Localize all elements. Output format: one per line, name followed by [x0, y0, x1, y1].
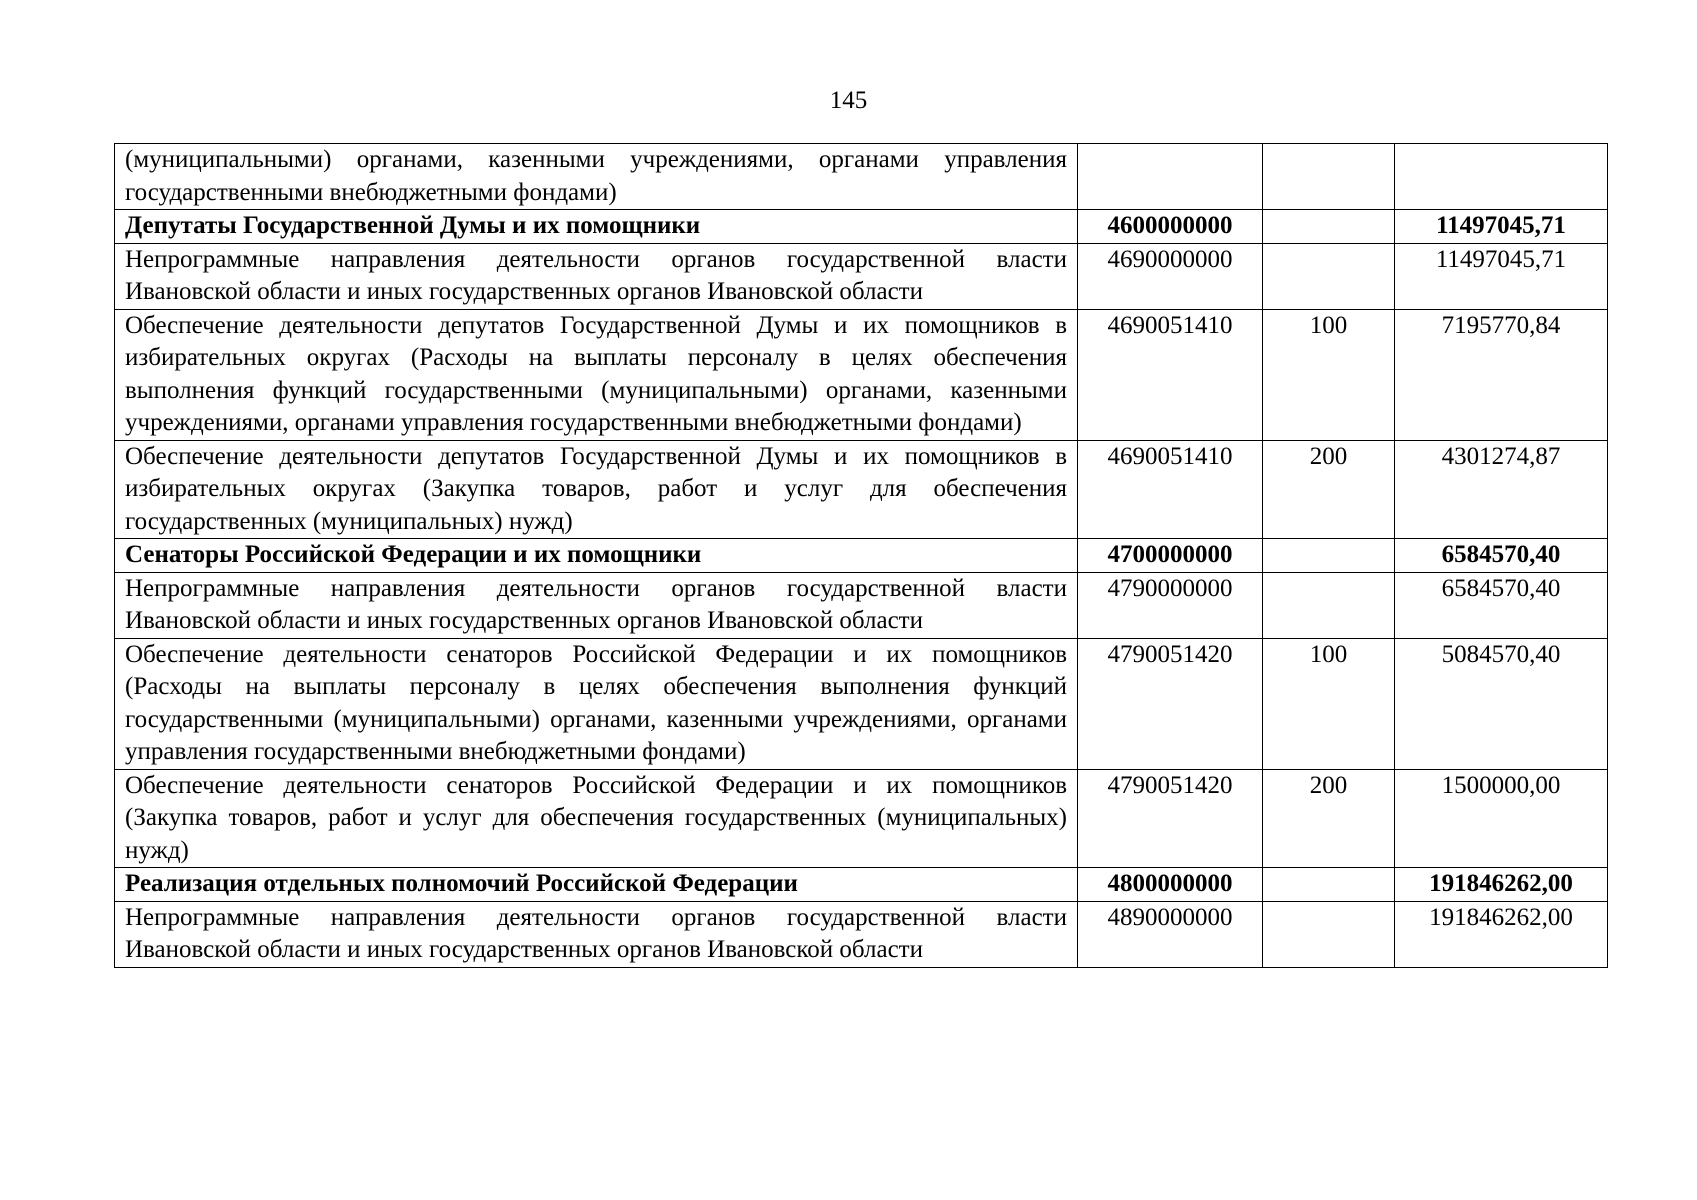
row-code-cell: 4890000000 [1078, 901, 1263, 967]
section-row [115, 539, 1608, 573]
table-row [115, 572, 1608, 638]
table-row [115, 901, 1608, 967]
row-code-cell: 4690051410 [1078, 440, 1263, 539]
row-expense-type-cell: 200 [1263, 440, 1395, 539]
row-expense-type-cell [1263, 539, 1395, 573]
row-code-cell: 4790000000 [1078, 572, 1263, 638]
row-name-cell: Сенаторы Российской Федерации и их помощники [115, 539, 1078, 573]
row-expense-type-cell [1263, 210, 1395, 244]
row-code-cell: 4600000000 [1078, 210, 1263, 244]
table-row [115, 144, 1608, 210]
table-row [115, 440, 1608, 539]
row-expense-type-cell [1263, 144, 1395, 210]
table-row [115, 243, 1608, 309]
row-amount-cell: 4301274,87 [1395, 440, 1608, 539]
row-name-cell: Непрограммные направления деятельности органов государственной власти Ивановской области и иных государственных органов Ивановской области [115, 901, 1078, 967]
section-row [115, 210, 1608, 244]
section-row [115, 868, 1608, 902]
row-name-cell: Непрограммные направления деятельности органов государственной власти Ивановской области и иных государственных органов Ивановской области [115, 572, 1078, 638]
table-row [115, 769, 1608, 868]
row-name-cell: Реализация отдельных полномочий Российской Федерации [115, 868, 1078, 902]
row-code-cell: 4790051420 [1078, 638, 1263, 769]
row-code-cell: 4690051410 [1078, 309, 1263, 440]
row-name-cell: Обеспечение деятельности сенаторов Российской Федерации и их помощников (Закупка товаров, работ и услуг для обеспечения государственных (муниципальных) нужд) [115, 769, 1078, 868]
row-code-cell: 4690000000 [1078, 243, 1263, 309]
table-row [115, 638, 1608, 769]
row-amount-cell: 6584570,40 [1395, 539, 1608, 573]
row-expense-type-cell [1263, 243, 1395, 309]
row-expense-type-cell: 100 [1263, 309, 1395, 440]
row-expense-type-cell: 200 [1263, 769, 1395, 868]
row-name-cell: Обеспечение деятельности депутатов Государственной Думы и их помощников в избирательных округах (Закупка товаров, работ и услуг для обеспечения государственных (муниципальных) нужд) [115, 440, 1078, 539]
row-amount-cell: 191846262,00 [1395, 868, 1608, 902]
page-number: 145 [829, 87, 868, 114]
row-code-cell: 4800000000 [1078, 868, 1263, 902]
row-expense-type-cell [1263, 868, 1395, 902]
row-amount-cell: 191846262,00 [1395, 901, 1608, 967]
row-code-cell: 4700000000 [1078, 539, 1263, 573]
row-amount-cell: 11497045,71 [1395, 210, 1608, 244]
row-code-cell [1078, 144, 1263, 210]
row-amount-cell: 5084570,40 [1395, 638, 1608, 769]
row-amount-cell: 11497045,71 [1395, 243, 1608, 309]
row-expense-type-cell: 100 [1263, 638, 1395, 769]
row-name-cell: Непрограммные направления деятельности органов государственной власти Ивановской области и иных государственных органов Ивановской области [115, 243, 1078, 309]
budget-table-body [115, 144, 1608, 968]
table-row [115, 309, 1608, 440]
row-amount-cell: 1500000,00 [1395, 769, 1608, 868]
row-amount-cell: 6584570,40 [1395, 572, 1608, 638]
row-name-cell: Обеспечение деятельности сенаторов Российской Федерации и их помощников (Расходы на выплаты персоналу в целях обеспечения выполнения функций государственными (муниципальными) органами, казенными учреждениями, органами управления государственными внебюджетными фондами) [115, 638, 1078, 769]
row-amount-cell: 7195770,84 [1395, 309, 1608, 440]
budget-table [114, 143, 1608, 968]
row-expense-type-cell [1263, 572, 1395, 638]
row-name-cell: Депутаты Государственной Думы и их помощники [115, 210, 1078, 244]
row-expense-type-cell [1263, 901, 1395, 967]
row-amount-cell [1395, 144, 1608, 210]
row-name-cell: (муниципальными) органами, казенными учреждениями, органами управления государственными внебюджетными фондами) [115, 144, 1078, 210]
row-name-cell: Обеспечение деятельности депутатов Государственной Думы и их помощников в избирательных округах (Расходы на выплаты персоналу в целях обеспечения выполнения функций государственными (муниципальными) органами, казенными учреждениями, органами управления государственными внебюджетными фондами) [115, 309, 1078, 440]
row-code-cell: 4790051420 [1078, 769, 1263, 868]
